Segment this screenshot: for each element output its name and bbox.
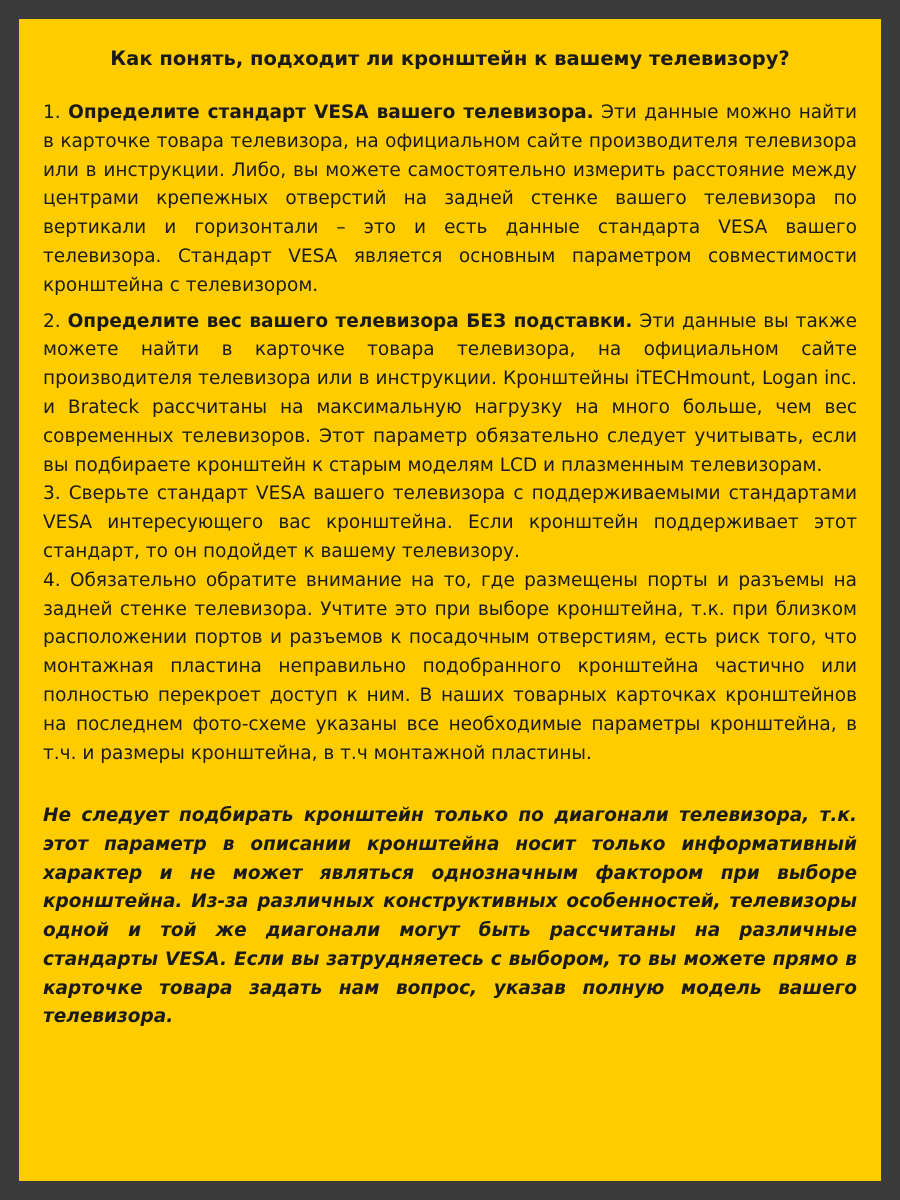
step-3-number: 3. xyxy=(43,483,61,505)
step-1-text: Эти данные можно найти в карточке товара телевизора, на официальном сайте производителя телевизора или в инструкции. Либо, вы можете самостоятельно измерить расстояние между центрами крепежных отверстий на задней стенке вашего телевизора по вертикали и горизонтали – это и есть данные стандарта VESA вашего телевизора. Стандарт VESA является основным параметром совместимости кронштейна с телевизором. xyxy=(43,102,857,296)
step-1 xyxy=(43,99,857,301)
step-2-number: 2. xyxy=(43,310,61,332)
step-2-heading: Определите вес вашего телевизора БЕЗ подставки. xyxy=(67,310,633,332)
info-card xyxy=(19,19,881,1181)
step-1-number: 1. xyxy=(43,102,61,123)
step-2 xyxy=(43,308,857,481)
step-4 xyxy=(43,567,857,769)
page-title: Как понять, подходит ли кронштейн к вашему телевизору? xyxy=(110,47,790,70)
spacer xyxy=(43,301,857,308)
step-1-heading: Определите стандарт VESA вашего телевизора. xyxy=(68,102,594,123)
spacer xyxy=(43,768,857,802)
step-4-number: 4. xyxy=(43,569,61,591)
step-3-text: Сверьте стандарт VESA вашего телевизора с поддерживаемыми стандартами VESA интересующего вас кронштейна. Если кронштейн поддерживает этот стандарт, то он подойдет к вашему телевизору. xyxy=(43,483,857,562)
step-2-text: Эти данные вы также можете найти в карточке товара телевизора, на официальном сайте производителя телевизора или в инструкции. Кронштейны iTECHmount, Logan inc. и Brateck рассчитаны на максимальную нагрузку на много больше, чем вес современных телевизоров. Этот параметр обязательно следует учитывать, если вы подбираете кронштейн к старым моделям LCD и плазменным телевизорам. xyxy=(43,310,858,476)
warning-note: Не следует подбирать кронштейн только по диагонали телевизора, т.к. этот параметр в описании кронштейна носит только информативный характер и не может являться однозначным фактором при выборе кронштейна. Из-за различных конструктивных особенностей, телевизоры одной и той же диагонали могут быть рассчитаны на различные стандарты VESA. Если вы затрудняетесь с выбором, то вы можете прямо в карточке товара задать нам вопрос, указав полную модель вашего телевизора. xyxy=(43,805,857,1028)
step-3 xyxy=(43,480,857,566)
step-4-text: Обязательно обратите внимание на то, где размещены порты и разъемы на задней стенке телевизора. Учтите это при выборе кронштейна, т.к. при близком расположении портов и разъемов к посадочным отверстиям, есть риск того, что монтажная пластина неправильно подобранного кронштейна частично или полностью перекроет доступ к ним. В наших товарных карточках кронштейнов на последнем фото-схеме указаны все необходимые параметры кронштейна, в т.ч. и размеры кронштейна, в т.ч монтажной пластины. xyxy=(43,569,857,764)
